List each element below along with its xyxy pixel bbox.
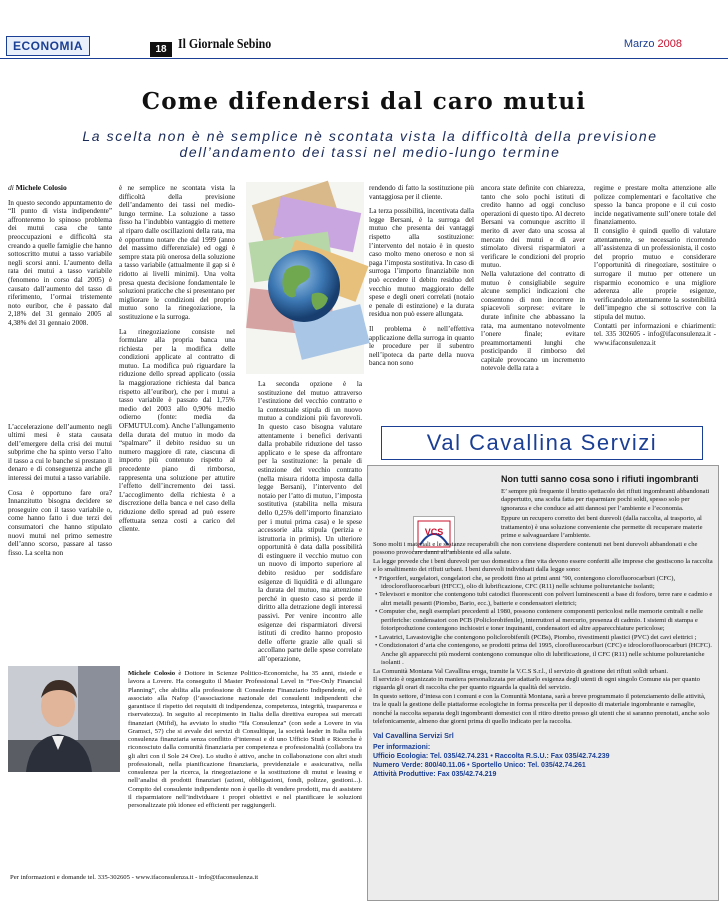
- paragraph: La seconda opzione è la sostituzione del mutuo attraverso l’estinzione del vecchio contratto e la contestuale stipula di un nuovo mutuo a condizioni più favorevoli. In questo caso bisogna valutare attentamente i benefici derivanti dalla probabile riduzione del tasso applicato e le spese da affrontare per la sostituzione: la penale di estinzione del vecchio contratto (nella misura ridotta imposta dalla legge Bersani), l’intervento del notaio per l’atto di mutuo, l’imposta sostitutiva (stabilita nella misura dello 0,25% dell’importo finanziato per i mutui prima casa) e le spese accessorie alla stipula (perizia e istruttoria in primis). Un ulteriore opportunità è data dalla possibilità di estinguere il vecchio mutuo con un nuovo di importo superiore al debito residuo per soddisfare esigenze di liquidità e di allungare la durata del mutuo, ma attenzione perché in questo caso si perde il diritto alla detrazione degli interessi passivi. Per venire incontro alle esigenze dei risparmiatori diversi istituti di credito hanno proposto delle offerte grazie alle quali si accollano parte delle spese correlate all’operazione,: [258, 380, 362, 663]
- bio-body: è Dottore in Scienze Politico-Economiche, ha 35 anni, risiede e lavora a Lovere. Ha conseguito il Master Professional Level in “Fee-Only Financial Planning”, che abilita alla professione di Consulente Finanziario Indipendente, ed è associato alla Nafop (l’associazione nazionale dei consulenti indipendenti che garantisce il rispetto dei requisiti di indipendenza, competenza, integrità, trasparenza e riservatezza). In seguito al recepimento in Italia della direttiva europea sui mercati finanziari (Mifid), ha avviato lo studio “Ifa Consulenza” (con sede a Lovere in via Gramsci, 57) che si avvale dei servizi di Consultique, la società leader in Italia nella consulenza finanziaria senza conflitto d’interessi e di uno Ufficio Studi e Ricerche è riconosciuto dalla comunità finanziaria per competenza e professionalità (collabora tra gli altri con il Sole 24 Ore). Lo studio è attivo, anche in collaborazione con altri studi professionali, nella pianificazione finanziaria, previdenziale e assicurativa, nella consulenza per la ricerca, la rinegoziazione e la sostituzione di mutui e leasing e nell’analisi di prodotti finanziari (azioni, obbligazioni, fondi, polizze, gestioni...). Compito del consulente indipendente non è quello di vendere prodotti, ma di assistere il risparmiatore nell’individuare i propri obiettivi e nel pianificare le soluzioni personalizzate più idonee ed efficienti per raggiungerli.: [128, 670, 362, 809]
- ad-val-cavallina: [367, 421, 717, 891]
- ad-bullet: • Computer che, negli esemplari precedenti al 1980, possono contenere componenti pericolosi nelle memorie centrali e nelle periferiche: condensatori con PCB (Policlorobifenile), interruttori al mercurio, presenza di cadmio. I sistemi di stampa e fotoriproduzione contengono inchiostri e toner inquinanti, condensatori ed altre apparecchiature pericolose;: [375, 608, 703, 633]
- paragraph: L’accelerazione dell’aumento negli ultimi mesi è stata causata dell’emergere della crisi dei mutui subprime che ha spinto verso l’alto il tasso a cui le banche si prestano il denaro e di conseguenza anche gli interessi dei mutui a tasso variabile.: [8, 422, 112, 483]
- ad-bullet-text: Televisori e monitor che contengono tubi catodici fluorescenti con polveri luminescenti a base di fosforo, terre rare e cadmio e altri metalli pesanti (Piombo, Bario, ecc.), batterie e condensatori elettrici;: [378, 591, 713, 607]
- ad-paragraph: Sono molti i materiali e le sostanze recuperabili che non conviene disperdere contenuti nei beni durevoli abbandonati e che possono provocare danni all’ambiente ed alla salute.: [373, 540, 698, 557]
- paragraph: rendendo di fatto la sostituzione più vantaggiosa per il cliente.: [369, 184, 474, 201]
- ad-company: Val Cavallina Servizi Srl: [373, 730, 454, 740]
- byline: [8, 184, 112, 193]
- bio-contact: Per informazioni e domande tel. 335-302605 - www.ifaconsulenza.it - info@ifaconsulenza.it: [10, 874, 259, 881]
- ad-intro: E’ sempre più frequente il brutto spettacolo dei rifiuti ingombranti abbandonati dappertutto, una scelta fatta per risparmiare pochi soldi, spesso solo per ignoranza e che conduce ad atti dannosi per l’ambiente e l’economia.: [501, 488, 710, 512]
- ad-bullet: • Lavatrici, Lavastoviglie che contengono policlorobifenili (PCBs), Piombo, rivestimenti plastici (PVC) dei cavi elettrici ;: [375, 633, 697, 641]
- vcs-logo-text: VCS: [424, 527, 444, 537]
- ad-paragraph: Eppure un recupero corretto dei beni durevoli (dalla raccolta, al trasporto, al trattamento) è una soluzione conveniente che permette di recuperare materie prime e salvaguardare l’ambiente.: [501, 515, 703, 540]
- ad-contact-line: Attività Produttive: Fax 035/42.74.219: [373, 770, 497, 778]
- issue-month: Marzo: [623, 38, 655, 50]
- byline-author: Michele Colosio: [15, 183, 67, 192]
- ad-bullet-text: Frigoriferi, surgelatori, congelatori che, se prodotti fino ai primi anni ’90, contengono clorofluorocarburi (CFC), idroclorofluorocarburi (HFCC), olio di lubrificazione, CFC (R11) nelle schiume poliuretaniche isolanti;: [378, 574, 676, 590]
- issue-year: 2008: [657, 38, 682, 50]
- author-portrait-photo: [8, 666, 120, 772]
- paragraph: Contatti per informazioni e chiarimenti: tel. 335 302605 - info@ifaconsulenza.it - www.ifaconsulenza.it: [594, 321, 716, 347]
- article-subtitle: La scelta non è nè semplice nè scontata vista la difficoltà della previsione dell’andamento dei tassi nel medio-lungo termine: [82, 128, 658, 160]
- issue-date: [624, 38, 682, 50]
- newspaper-name: Il Giornale Sebino: [178, 37, 272, 52]
- article-column-4: [369, 184, 474, 410]
- ad-paragraph: La Comunità Montana Val Cavallina eroga, tramite la V.C.S S.r.l., il servizio di gestione dei rifiuti solidi urbani.: [373, 667, 669, 675]
- paragraph: ancora state definite con chiarezza, tanto che solo pochi istituti di credito hanno ad oggi concluso operazioni di questo tipo. Al decreto Bersani va comunque ascritto il merito di aver dato una scossa al mercato dei mutui e di aver stimolato diversi risparmiatori a verificare le condizioni del proprio mutuo.: [481, 184, 585, 270]
- article-column-5: [481, 184, 585, 410]
- ad-paragraph: In questo settore, d’intesa con i comuni e con la Comunità Montana, sarà a breve programmato il potenziamento delle attività, tra le quali la gestione delle piattaforme ecologiche in forma prescelta per il deposito di materiale ingombrante e ramaglie, nonché la raccolta separata degli ingombranti domestici con il ritiro diretto presso gli utenti che si saranno prenotati, anche solo telefonicamente, almeno due giorni prima di quello indicato per la raccolta.: [373, 692, 710, 726]
- bio-name: Michele Colosio: [128, 670, 176, 677]
- byline-prefix: di: [8, 183, 14, 192]
- header-rule: [0, 58, 728, 59]
- paragraph: Il problema è nell’effettiva applicazione della surroga in quanto le procedure per il subentro nell’ipoteca da parte della nuova banca non sono: [369, 324, 474, 368]
- ad-contact-line: Ufficio Ecologia: Tel. 035/42.74.231 • Raccolta R.S.U.: Fax 035/42.74.239: [373, 752, 610, 760]
- ad-bullet: • Televisori e monitor che contengono tubi catodici fluorescenti con polveri luminescenti a base di fosforo, terre rare e cadmio e altri metalli pesanti (Piombo, Bario, ecc.), batterie e condensatori elettrici;: [375, 591, 713, 607]
- ad-info-label: Per informazioni:: [373, 743, 431, 751]
- ad-paragraph: La legge prevede che i beni durevoli per uso domestico a fine vita devono essere conferiti alle imprese che gestiscono la raccolta e lo smaltimento dei rifiuti urbani. I beni durevoli individuati dalla legge sono:: [373, 557, 713, 574]
- article-column-6: [594, 184, 716, 410]
- ad-bullet: • Frigoriferi, surgelatori, congelatori che, se prodotti fino ai primi anni ’90, contengono clorofluorocarburi (CFC), idroclorofluorocarburi (HFCC), olio di lubrificazione, CFC (R11) nelle schiume poliuretaniche isolanti;: [375, 574, 676, 590]
- ad-bullet-text: Condizionatori d’aria che contengono, se prodotti prima del 1995, clorofluorocarburi (CFC) e idroclorofluorocarburi (HCFC). Anche gli apparecchi più moderni contengono comunque olio di lubrificazione, il CFC (R11) nelle schiume poliuretaniche isolanti .: [378, 642, 712, 667]
- section-label: ECONOMIA: [13, 39, 83, 53]
- page-number: 18: [150, 42, 172, 57]
- paragraph: regime e prestare molta attenzione alle polizze complementari e facoltative che spesso la banca propone e il cui costo incide negativamente sull’onere totale del finanziamento.: [594, 184, 716, 227]
- ad-box: [367, 465, 719, 901]
- author-bio: [128, 670, 362, 809]
- ad-headline: Non tutti sanno cosa sono i rifiuti ingombranti: [501, 474, 699, 484]
- money-globe-image: [246, 182, 364, 374]
- paragraph: La terza possibilità, incentivata dalla legge Bersani, è la surroga del mutuo che presenta dei vantaggi rispetto alla sostituzione: l’intervento del notaio è in questo caso molto meno oneroso e non si paga l’imposta sostitutiva. In caso di surroga l’importo finanziabile non può eccedere il debito residuo del vecchio mutuo maggiorato delle spese e degli oneri correlati (notaio e penale di estinzione) e la durata residua non può essere allungata.: [369, 207, 474, 319]
- ad-bullet-text: Computer che, negli esemplari precedenti al 1980, possono contenere componenti pericolosi nelle memorie centrali e nelle periferiche: condensatori con PCB (Policlorobifenile), interruttori al mercurio, presenza di cadmio. I sistemi di stampa e fotoriproduzione contengono inchiostri e toner inquinanti, condensatori ed altre apparecchiature pericolose;: [378, 608, 703, 633]
- ad-bullet-text: Lavatrici, Lavastoviglie che contengono policlorobifenili (PCBs), Piombo, rivestimenti plastici (PVC) dei cavi elettrici ;: [378, 633, 697, 641]
- article-title: Come difendersi dal caro mutui: [141, 88, 587, 115]
- ad-contact-line: Numero Verde: 800/40.11.06 • Sportello Unico: Tel. 035/42.74.261: [373, 761, 586, 769]
- paragraph: Il consiglio è quindi quello di valutare attentamente, se necessario ricorrendo all’assistenza di un professionista, il costo del proprio mutuo e considerare l’opportunità di rinegoziare, sostituire o surrogare il mutuo per ottenere un risparmio economico e una migliore aderenza alle proprie esigenze, verificandolo attentamente la sostenibilità dell’impegno che si sottoscrive con la stipula del mutuo.: [594, 226, 716, 321]
- author-bio-contact: [10, 770, 362, 898]
- paragraph: è ne semplice ne scontata vista la difficoltà della previsione dell’andamento dei tassi nel medio-lungo termine. La soluzione a tasso fisso ha l’indubbio vantaggio di mettere al riparo dalle oscillazioni della rata, ma è opportuno notare che dal 1999 (anno del massimo differenziale) ed oggi è sempre stata più onerosa della soluzione a tasso variabile (attualmente il gap si è ridotto ai livelli minimi). Una volta presa questa decisione fondamentale le soluzioni praticche che si presentano per migliorare le condizioni del proprio mutuo sono la rinegoziazione, la sostituzione e la surroga.: [119, 184, 235, 321]
- ad-bullet: • Condizionatori d’aria che contengono, se prodotti prima del 1995, clorofluorocarburi (CFC) e idroclorofluorocarburi (HCFC). Anche gli apparecchi più moderni contengono comunque olio di lubrificazione, il CFC (R11) nelle schiume poliuretaniche isolanti .: [375, 642, 712, 667]
- paragraph: Nella valutazione del contratto di mutuo è consigliabile seguire alcune semplici indicazioni che consentono di non incorrere in spiacevoli sorprese: evitare le durate infinite che abbassano la rata, ma aumentano notevolmente l’onere finale; evitare preammortamenti lunghi che posticipando il rimborso del capitale provocano un incremento notevole della rata a: [481, 269, 585, 373]
- paragraph: Cosa è opportuno fare ora? Innanzitutto bisogna decidere se proseguire con il tasso variabile o, come hanno fatto i due terzi dei consumatori che hanno stipulato nuovi mutui nel primo semestre dell’anno scorso, passare al tasso fisso. La scelta non: [8, 488, 112, 557]
- ad-body: [373, 474, 713, 779]
- paragraph: In questo secondo appuntamento de “Il punto di vista indipendente” affronteremo lo spinoso problema dei mutui casa che tante preoccupazioni e difficoltà sta creando a quelle famiglie che hanno sottoscritto mutui a tasso variabile negli scorsi anni. L’aumento della rata dei mutui a tasso variabile (fenomeno in corso dal 2005) è causato dall’aumento del tasso di riferimento, l’ormai tristemente noto euribor, che è passato dal 2,18% del 31 gennaio 2005 al 4,38% del 31 gennaio 2008.: [8, 198, 112, 327]
- money-globe-photo: [246, 182, 364, 374]
- ad-title: Val Cavallina Servizi: [381, 426, 703, 460]
- ad-paragraph: Il servizio è organizzato in maniera personalizzata per adattarlo esigenza degli utenti di ogni singolo Comune sia per quanto riguarda gli orari di raccolta che per quanto riguarda la qualità del servizio.: [373, 675, 700, 692]
- paragraph: La rinegoziazione consiste nel formulare alla propria banca una richiesta per la modifica delle condizioni applicate al contratto di mutuo. La modifica può riguardare la riduzione dello spread applicato (ossia la maggiorazione richiesta dal banca rispetto all’euribor), che per i mutui a tasso variabile è passato dal 1,75% medio del 2003 allo 0,90% medio odierno (fonte: media da OFMUTUI.com). Anche l’allungamento della durata del mutuo in modo da “spalmare” il debito residuo su un numero maggiore di rate, ciascuna di importo più contenuto rispetto al precedente piano di rimborso, rappresenta una soluzione per attutire l’effetto dell’incremento dei tassi. L’accoglimento della richiesta è a discrezione della banca e nel caso della riduzione dello spread ad può essere effettuata senza costi a carico del cliente.: [119, 327, 235, 534]
- section-label-box: [6, 36, 90, 56]
- author-portrait-image: [8, 666, 120, 772]
